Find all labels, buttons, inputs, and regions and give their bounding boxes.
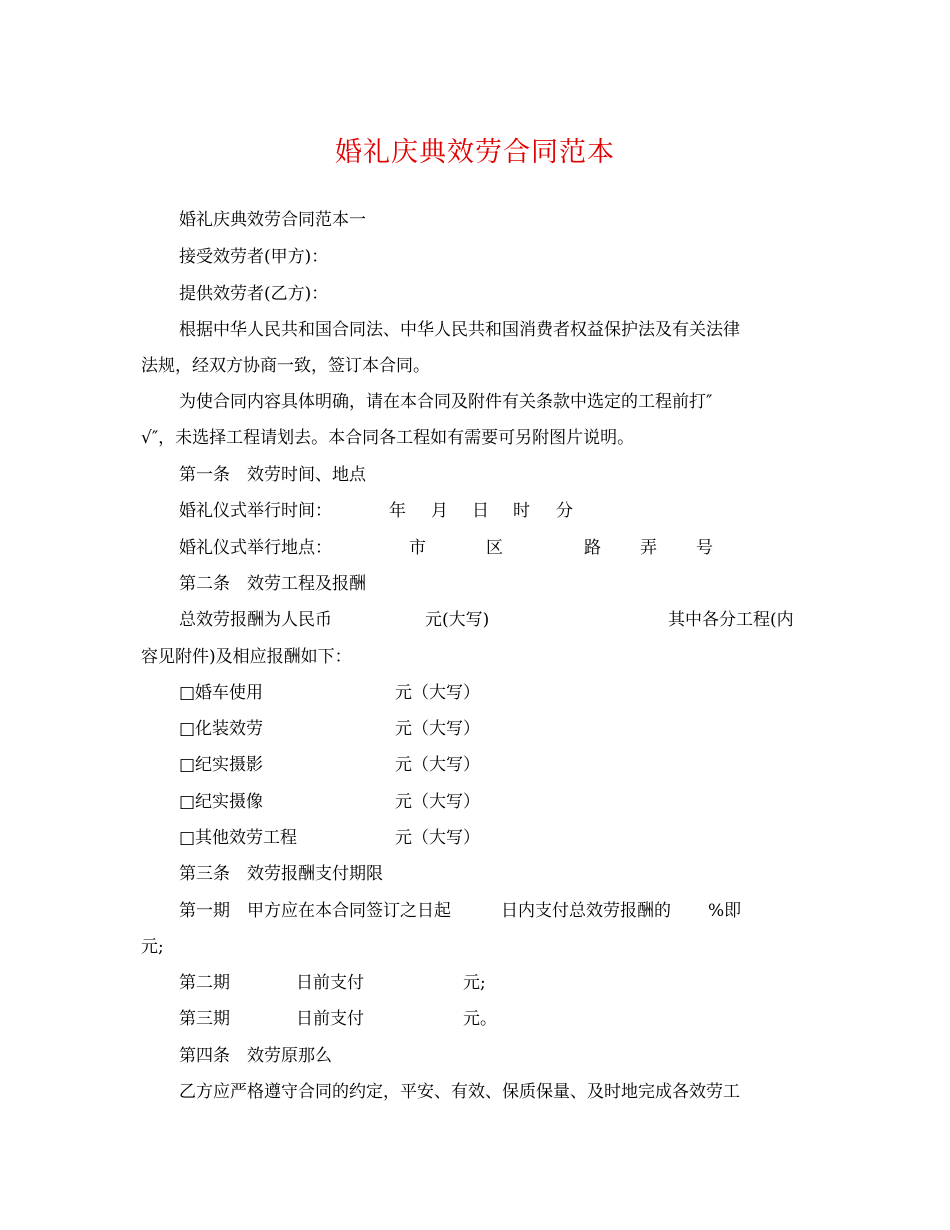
service-item-unit: 元（大写） — [395, 719, 480, 739]
article3-heading: 第三条 效劳报酬支付期限 — [179, 864, 383, 884]
service-item-unit: 元（大写） — [395, 792, 480, 812]
total-fee-label: 总效劳报酬为人民币 — [179, 610, 332, 630]
note-paragraph-line2: √″，未选择工程请划去。本合同各工程如有需要可另附图片说明。 — [141, 428, 635, 448]
total-fee-note: 其中各分工程(内 — [668, 610, 794, 630]
service-item-unit: 元（大写） — [395, 828, 480, 848]
payment-phase3-label: 第三期 — [179, 1009, 230, 1029]
total-fee-unit: 元(大写) — [425, 610, 490, 630]
service-item-unit: 元（大写） — [395, 683, 480, 703]
payment-phase1-amount: 元; — [141, 937, 164, 957]
service-item-label: □其他效劳工程 — [179, 828, 298, 848]
payment-phase1-percent: %即 — [708, 901, 742, 921]
payment-phase1-text: 第一期 甲方应在本合同签订之日起 — [179, 901, 451, 921]
note-paragraph-line1: 为使合同内容具体明确，请在本合同及附件有关条款中选定的工程前打″ — [179, 392, 713, 412]
place-unit-city: 市 — [409, 538, 426, 558]
ceremony-time-label: 婚礼仪式举行时间： — [179, 501, 332, 521]
time-unit-hour: 时 — [513, 501, 530, 521]
article4-heading: 第四条 效劳原那么 — [179, 1046, 332, 1066]
service-item-label: □化装效劳 — [179, 719, 264, 739]
service-item-label: □纪实摄影 — [179, 755, 264, 775]
payment-phase2-date: 日前支付 — [296, 973, 364, 993]
place-unit-district: 区 — [486, 538, 503, 558]
article4-paragraph: 乙方应严格遵守合同的约定，平安、有效、保质保量、及时地完成各效劳工 — [179, 1082, 740, 1102]
payment-phase3-amount: 元。 — [463, 1009, 497, 1029]
basis-paragraph-line1: 根据中华人民共和国合同法、中华人民共和国消费者权益保护法及有关法律 — [179, 320, 740, 340]
party-a-label: 接受效劳者(甲方)： — [179, 247, 329, 267]
document-title: 婚礼庆典效劳合同范本 — [335, 137, 615, 168]
payment-phase2-label: 第二期 — [179, 973, 230, 993]
place-unit-road: 路 — [584, 538, 601, 558]
ceremony-place-label: 婚礼仪式举行地点： — [179, 538, 332, 558]
payment-phase1-days: 日内支付总效劳报酬的 — [501, 901, 671, 921]
place-unit-number: 号 — [696, 538, 713, 558]
total-fee-line2: 容见附件)及相应报酬如下： — [141, 647, 352, 667]
basis-paragraph-line2: 法规，经双方协商一致，签订本合同。 — [141, 356, 430, 376]
article2-heading: 第二条 效劳工程及报酬 — [179, 574, 366, 594]
service-item-label: □婚车使用 — [179, 683, 264, 703]
time-unit-day: 日 — [472, 501, 489, 521]
service-item-unit: 元（大写） — [395, 755, 480, 775]
place-unit-lane: 弄 — [640, 538, 657, 558]
contract-heading: 婚礼庆典效劳合同范本一 — [179, 210, 366, 230]
time-unit-month: 月 — [431, 501, 448, 521]
payment-phase3-date: 日前支付 — [296, 1009, 364, 1029]
time-unit-year: 年 — [389, 501, 406, 521]
time-unit-minute: 分 — [556, 501, 573, 521]
party-b-label: 提供效劳者(乙方)： — [179, 284, 329, 304]
service-item-label: □纪实摄像 — [179, 792, 264, 812]
article1-heading: 第一条 效劳时间、地点 — [179, 465, 366, 485]
payment-phase2-amount: 元; — [463, 973, 486, 993]
